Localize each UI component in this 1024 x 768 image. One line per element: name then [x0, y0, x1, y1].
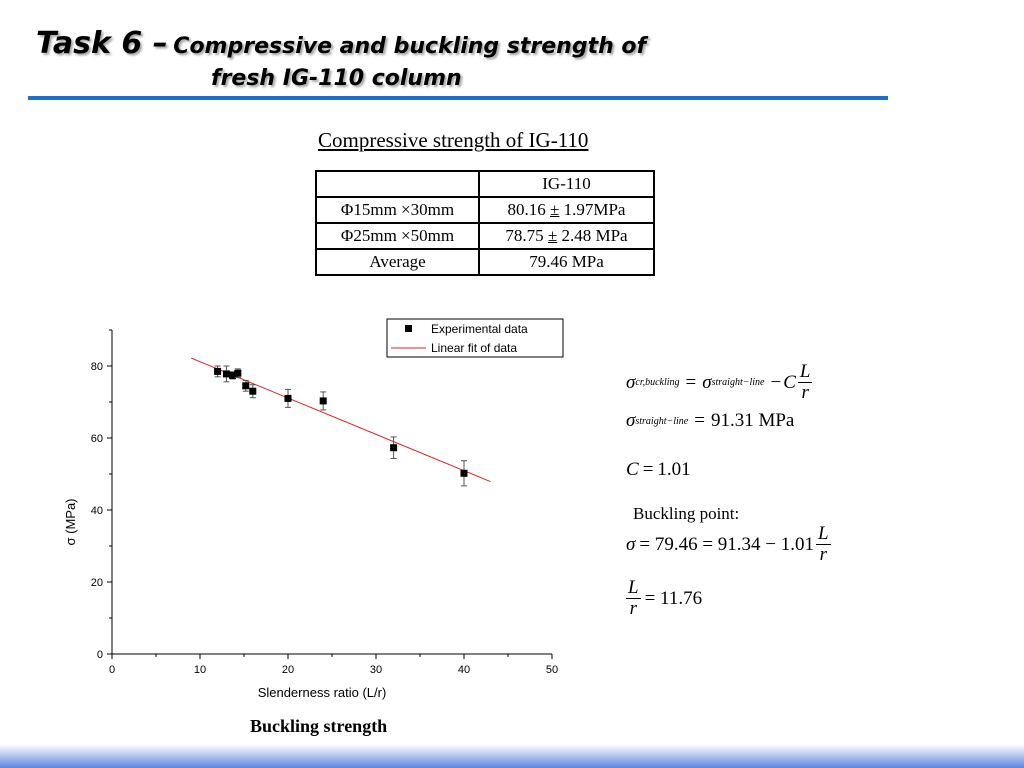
chart-title: Buckling strength	[250, 716, 388, 736]
legend-label-experimental: Experimental data	[431, 322, 528, 336]
eq2-sub: straight−line	[635, 415, 689, 427]
x-tick-label: 50	[545, 664, 559, 676]
eq2-value: 91.31 MPa	[710, 410, 795, 431]
data-point	[285, 395, 292, 402]
x-tick-label: 30	[369, 664, 383, 676]
eq1-c: C	[783, 371, 796, 393]
eq1-minus: −	[770, 371, 782, 393]
y-tick-label: 20	[90, 577, 103, 589]
strength-cell	[479, 223, 654, 249]
eq1-fraction	[798, 362, 813, 403]
table-row-average	[316, 249, 654, 275]
equation-buckling-formula	[626, 362, 814, 403]
buckling-strength-chart	[0, 300, 600, 720]
strength-mean: 78.75	[505, 226, 544, 245]
equation-straight-line	[626, 410, 794, 432]
average-value-cell: 79.46 MPa	[479, 249, 654, 275]
data-point	[234, 370, 241, 377]
title-divider	[28, 96, 888, 100]
table-header-empty	[316, 171, 479, 197]
x-tick-label: 10	[193, 664, 207, 676]
strength-mean: 80.16	[507, 200, 546, 219]
x-tick-label: 20	[281, 664, 295, 676]
x-tick-label: 40	[457, 664, 471, 676]
x-axis-label: Slenderness ratio (L/r)	[257, 685, 387, 700]
eq5-fraction	[626, 578, 641, 619]
average-label-cell: Average	[316, 249, 479, 275]
strength-deviation: 2.48 MPa	[561, 226, 628, 245]
data-point	[320, 397, 327, 404]
y-axis-label: σ (MPa)	[63, 498, 78, 546]
task-label: Task 6 –	[36, 26, 168, 61]
specimen-size-cell: Φ25mm ×50mm	[316, 223, 479, 249]
data-point	[242, 382, 249, 389]
eq1-sub-left: cr,buckling	[635, 377, 680, 388]
eq2-equals: =	[694, 410, 705, 431]
eq5-den: r	[629, 598, 637, 619]
plus-minus-sign: ±	[547, 226, 558, 245]
eq5-num: L	[628, 577, 639, 598]
data-point	[461, 470, 468, 477]
eq3-equals: =	[642, 459, 654, 480]
eq2-sigma: σ	[626, 410, 636, 431]
eq1-den: r	[801, 382, 809, 403]
x-tick-label: 0	[108, 664, 116, 676]
table-row	[316, 223, 654, 249]
y-tick-label: 60	[90, 433, 103, 445]
table-header-row	[316, 171, 654, 197]
eq1-sigma: σ	[626, 371, 636, 393]
eq1-sigma-right: σ	[702, 371, 712, 393]
data-point	[249, 388, 256, 395]
equation-buckling-point	[626, 524, 833, 565]
title-subtitle-line1: Compressive and buckling strength of	[173, 34, 647, 59]
y-tick-label: 40	[90, 505, 103, 517]
eq1-equals: =	[685, 371, 697, 393]
eq5-text: = 11.76	[644, 587, 703, 609]
slide-title	[36, 26, 646, 61]
eq4-text: = 79.46 = 91.34 − 1.01	[639, 533, 815, 555]
buckling-point-label: Buckling point:	[633, 504, 740, 523]
eq4-num: L	[818, 523, 829, 544]
footer-gradient-band	[0, 744, 1024, 768]
y-tick-label: 80	[90, 361, 103, 373]
data-point	[390, 444, 397, 451]
legend-marker-experimental	[405, 325, 412, 332]
strength-deviation: 1.97MPa	[563, 200, 626, 219]
data-point	[214, 368, 221, 375]
eq3-c: C	[626, 459, 639, 480]
eq3-value: 1.01	[657, 459, 691, 480]
table-header-material: IG-110	[479, 171, 654, 197]
legend-label-fit: Linear fit of data	[431, 341, 518, 355]
plus-minus-sign: ±	[550, 200, 560, 219]
compressive-strength-table	[315, 170, 655, 276]
y-tick-label: 0	[96, 649, 103, 661]
eq1-sub-right: straight−line	[711, 377, 765, 388]
eq4-den: r	[819, 544, 828, 565]
equation-slenderness-result	[624, 578, 702, 619]
equation-constant-c	[626, 459, 691, 481]
eq1-num: L	[799, 361, 811, 382]
table-row	[316, 197, 654, 223]
specimen-size-cell: Φ15mm ×30mm	[316, 197, 479, 223]
table-caption: Compressive strength of IG-110	[318, 128, 589, 152]
data-point	[223, 370, 230, 377]
strength-cell	[479, 197, 654, 223]
title-subtitle-line2: fresh IG-110 column	[211, 66, 462, 91]
eq4-sigma: σ	[626, 533, 636, 555]
eq4-fraction	[816, 524, 831, 565]
